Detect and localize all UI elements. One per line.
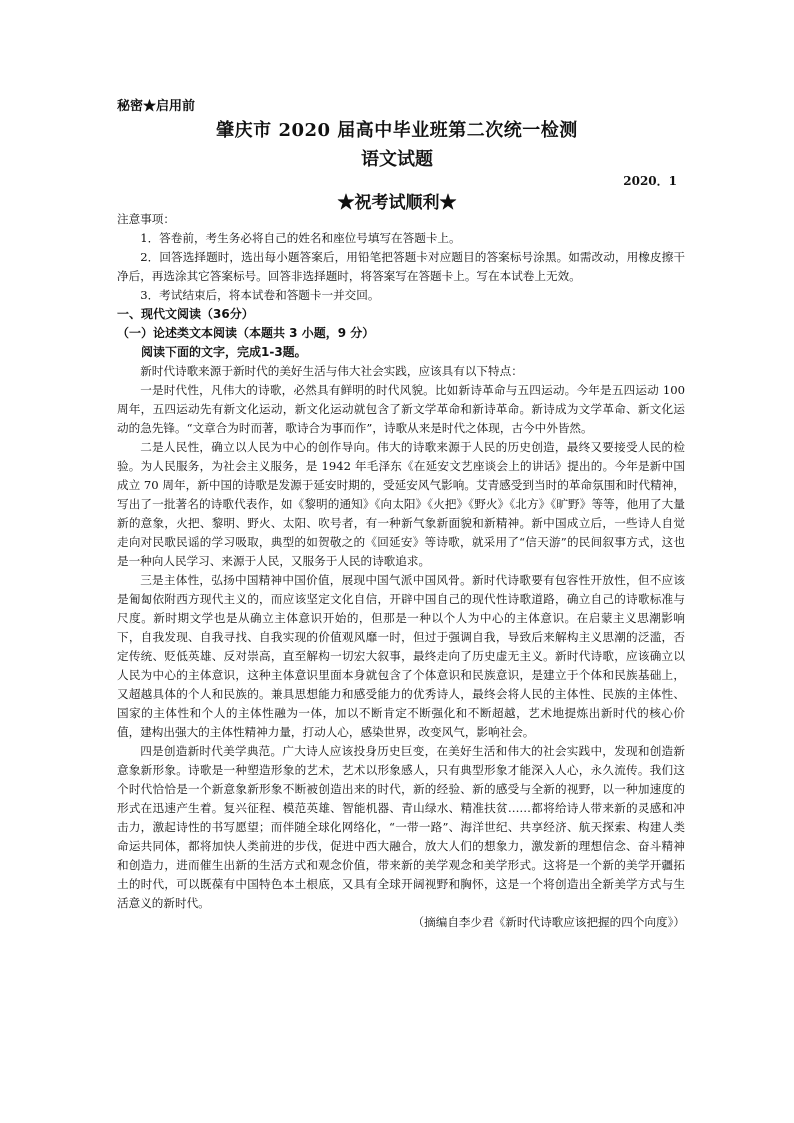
subsection-heading: （一）论述类文本阅读（本题共 3 小题，9 分） bbox=[117, 326, 375, 340]
secret-label: 秘密★启用前 bbox=[117, 99, 196, 114]
article-source: （摘编自李少君《新时代诗歌应该把握的四个向度》） bbox=[412, 915, 685, 929]
reading-instruction: 阅读下面的文字，完成1-3题。 bbox=[141, 345, 307, 359]
notes-heading: 注意事项： bbox=[117, 212, 175, 226]
exam-date: 2020．1 bbox=[623, 174, 677, 188]
note-item: 3．考试结束后，将本试卷和答题卡一并交回。 bbox=[140, 288, 380, 302]
article-paragraph: 一是时代性，凡伟大的诗歌，必然具有鲜明的时代风貌。比如新诗革命与五四运动。今年是五四运动 100 周年，五四运动先有新文化运动，新文化运动就包含了新文学革命和新诗革命。新诗成为文学革命、新文化运动的急先锋。“文章合为时而著，歌诗合为事而作”，诗歌从来是时代之体现，古今中外皆然。 bbox=[117, 383, 685, 435]
exam-subtitle: 语文试题 bbox=[361, 149, 433, 170]
article-paragraph: 新时代诗歌来源于新时代的美好生活与伟大社会实践，应该具有以下特点： bbox=[140, 364, 523, 378]
exam-body bbox=[117, 210, 685, 932]
note-item: 2．回答选择题时，选出每小题答案后，用铅笔把答题卡对应题目的答案标号涂黑。如需改动，用橡皮擦干净后，再选涂其它答案标号。回答非选择题时，将答案写在答题卡上。写在本试卷上无效。 bbox=[117, 250, 685, 283]
article-paragraph: 二是人民性，确立以人民为中心的创作导向。伟大的诗歌来源于人民的历史创造，最终又要接受人民的检验。为人民服务，为社会主义服务，是 1942 年毛泽东《在延安文艺座谈会上的讲话》提出的。今年是新中国成立 70 周年，新中国的诗歌是发源于延安时期的，受延安风气影响。艾青感受到当时的革命氛围和时代精神，写出了一批著名的诗歌代表作，如《黎明的通知》《向太阳》《火把》《野火》《北方》《旷野》等等，他用了大量新的意象，火把、黎明、野火、太阳、吹号者，有一种新气象新面貌和新精神。新中国成立后，一些诗人自觉走向对民歌民谣的学习吸取，典型的如贺敬之的《回延安》等诗歌，就采用了“信天游”的民间叙事方式，这也是一种向人民学习、来源于人民，又服务于人民的诗歌追求。 bbox=[117, 440, 685, 568]
exam-title: 肇庆市 2020 届高中毕业班第二次统一检测 bbox=[216, 120, 578, 141]
part-heading: 一、现代文阅读（36分） bbox=[117, 307, 254, 321]
article-paragraph: 三是主体性，弘扬中国精神中国价值，展现中国气派中国风骨。新时代诗歌要有包容性开放性，但不应该是匍匐依附西方现代主义的，而应该坚定文化自信，开辟中国自己的现代性诗歌道路，确立自己的诗歌标准与尺度。新时期文学也是从确立主体意识开始的，但那是一种以个人为中心的主体意识。在启蒙主义思潮影响下，自我发现、自我寻找、自我实现的价值观风靡一时，但过于强调自我，导致后来解构主义思潮的泛滥，否定传统、贬低英雄、反对崇高，直至解构一切宏大叙事，最终走向了历史虚无主义。新时代诗歌，应该确立以人民为中心的主体意识，这种主体意识里面本身就包含了个体意识和民族意识，是建立于个体和民族基础上，又超越具体的个人和民族的。兼具思想能力和感受能力的优秀诗人，最终会将人民的主体性、民族的主体性、国家的主体性和个人的主体性融为一体，加以不断肯定不断强化和不断超越，艺术地提炼出新时代的核心价值，建构出强大的主体性精神力量，打动人心，感染世界，改变风气，影响社会。 bbox=[117, 573, 685, 739]
good-luck-banner: ★祝考试顺利★ bbox=[337, 193, 457, 213]
article-paragraph: 四是创造新时代美学典范。广大诗人应该投身历史巨变，在美好生活和伟大的社会实践中，发现和创造新意象新形象。诗歌是一种塑造形象的艺术，艺术以形象感人，只有典型形象才能深入人心，永久流传。我们这个时代恰恰是一个新意象新形象不断被创造出来的时代，新的经验、新的感受与全新的视野，以一种加速度的形式在迅速产生着。复兴征程、模范英雄、智能机器、青山绿水、精准扶贫……都将给诗人带来新的灵感和冲击力，激起诗性的书写愿望；而伴随全球化网络化，“一带一路”、海洋世纪、共享经济、航天探索、构建人类命运共同体，都将加快人类前进的步伐，促进中西大融合，放大人们的想象力，激发新的理想信念、奋斗精神和创造力，进而催生出新的生活方式和观念价值，带来新的美学观念和美学形式。这将是一个新的美学开疆拓土的时代，可以既葆有中国特色本土根底，又具有全球开阔视野和胸怀，这是一个将创造出全新美学方式与生活意义的新时代。 bbox=[117, 744, 685, 910]
note-item: 1．答卷前，考生务必将自己的姓名和座位号填写在答题卡上。 bbox=[140, 231, 461, 245]
